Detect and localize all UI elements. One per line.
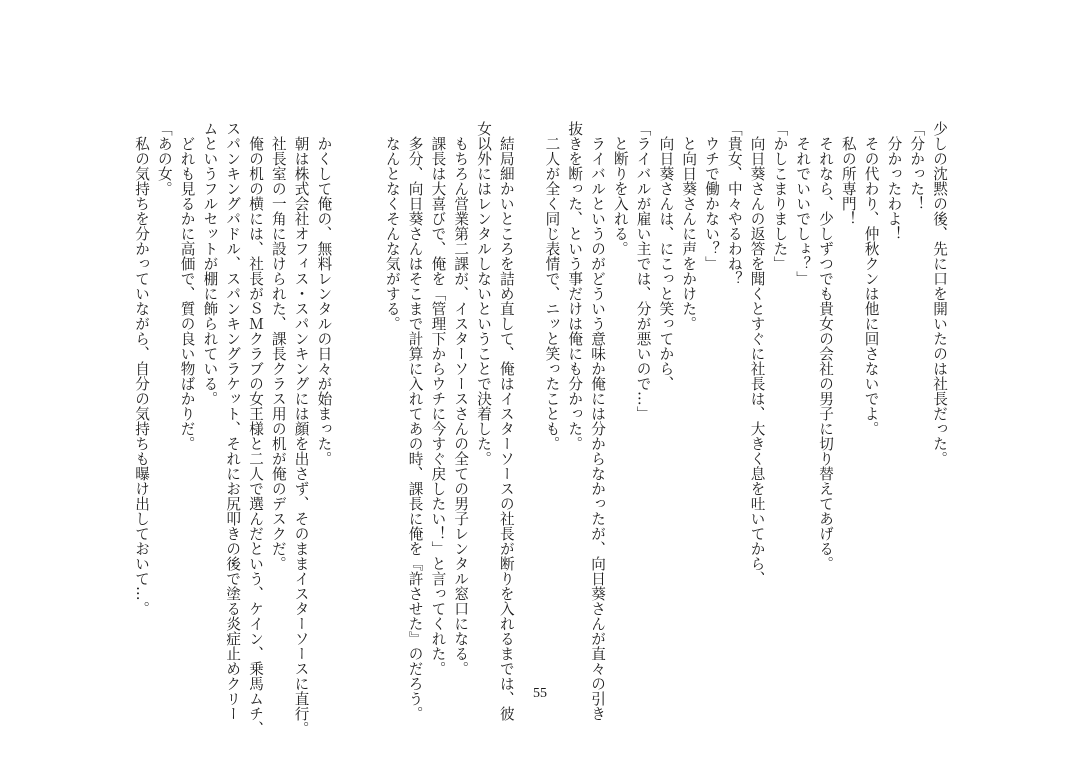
text-line: スパンキングパドル、スパンキングラケット、それにお尻叩きの後で塗る炎症止めクリー <box>224 121 242 721</box>
text-line: それでいいでしょ？」 <box>794 121 812 286</box>
text-line: 社長室の一角に設けられた、課長クラス用の机が俺のデスクだ。 <box>269 121 287 571</box>
text-line: その代わり、仲秋クンは他に回さないでよ。 <box>862 121 880 436</box>
text-line: 「かしこまりました」 <box>771 121 789 271</box>
text-line: 少しの沈黙の後、先に口を開いたのは社長だった。 <box>931 121 948 466</box>
page-number: 55 <box>533 686 547 701</box>
text-line: かくして俺の、無料レンタルの日々が始まった。 <box>315 121 333 466</box>
text-line: 私の気持ちを分かっていながら、自分の気持ちも曝け出しておいて…。 <box>133 121 150 616</box>
text-line: 俺の机の横には、社長がＳＭクラブの女王様と二人で選んだという、ケイン、乗馬ムチ、 <box>247 121 264 736</box>
text-line: それなら、少しずつでも貴女の会社の男子に切り替えてあげる。 <box>817 121 834 571</box>
text-line: 多分、向日葵さんはそこまで計算に入れてあの時、課長に俺を『許させた』のだろう。 <box>406 121 424 721</box>
text-line: 二人が全く同じ表情で、ニッと笑ったことも。 <box>543 121 561 451</box>
text-line: と向日葵さんに声をかけた。 <box>680 121 698 331</box>
text-line: ムというフルセットが棚に飾られている。 <box>201 121 219 406</box>
text-line: 「貴女、中々やるわね？ <box>725 121 743 286</box>
text-line: 女以外にはレンタルしないということで決着した。 <box>475 121 492 466</box>
text-line: 分かったわよ！ <box>885 121 903 241</box>
text-line: なんとなくそんな気がする。 <box>383 121 401 331</box>
text-line: 朝は株式会社オフィス・スパンキングには顔を出さず、そのままイスターソースに直行。 <box>292 121 310 736</box>
text-line: 私の所専門！ <box>839 121 857 226</box>
text-line: ライバルというのがどういう意味か俺には分からなかったが、向日葵さんが直々の引き <box>589 121 606 721</box>
text-line: もちろん営業第二課が、イスターソースさんの全ての男子レンタル窓口になる。 <box>452 121 470 676</box>
text-line: 「あの女。 <box>155 121 173 196</box>
text-line: どれも見るかに高価で、質の良い物ばかりだ。 <box>178 121 196 451</box>
text-line: 「分かった！ <box>908 121 926 211</box>
text-line: 抜きを断った、という事だけは俺にも分かった。 <box>566 121 584 451</box>
text-line: 向日葵さんは、にこっと笑ってから、 <box>657 121 675 391</box>
text-line: 「ライバルが雇い主では、分が悪いので…」 <box>634 121 652 421</box>
text-line: 課長は大喜びで、俺を「管理下からウチに今すぐ戻したい！」と言ってくれた。 <box>429 121 447 676</box>
text-line: 向日葵さんの返答を聞くとすぐに社長は、大きく息を吐いてから、 <box>748 121 766 586</box>
text-line: と断りを入れる。 <box>611 121 629 256</box>
text-line: ウチで働かない？」 <box>703 121 720 271</box>
text-line: 結局細かいところを詰め直して、俺はイスターソースの社長が断りを入れるまでは、彼 <box>497 121 515 721</box>
